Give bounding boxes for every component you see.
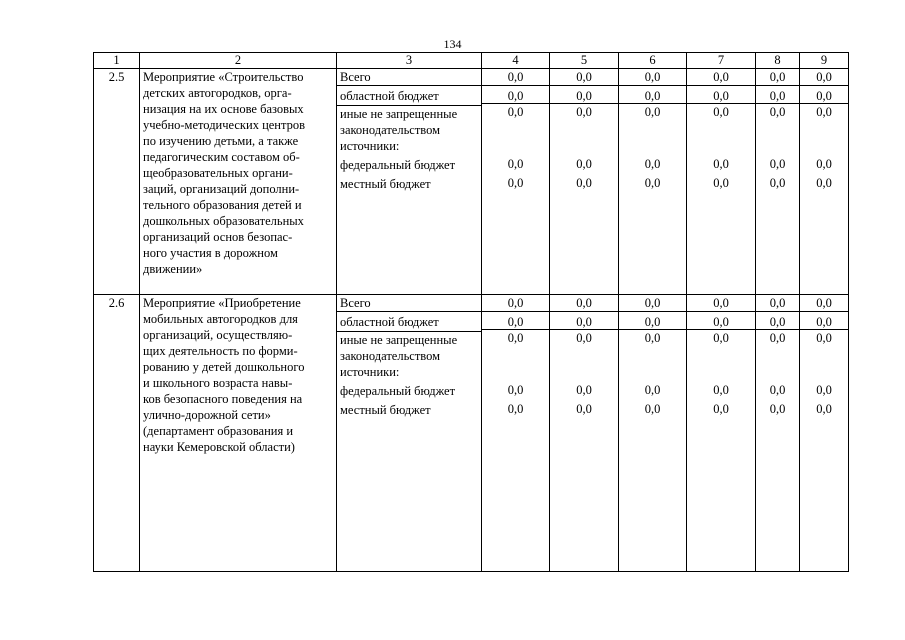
value-federal: 0,0 [576, 157, 592, 171]
value-local: 0,0 [713, 402, 729, 416]
value-regional: 0,0 [482, 312, 549, 330]
value-local: 0,0 [507, 402, 524, 416]
value-regional: 0,0 [482, 86, 549, 104]
value-total: 0,0 [482, 295, 549, 312]
value-total: 0,0 [800, 69, 848, 86]
value-cell [619, 295, 687, 572]
value-local: 0,0 [576, 176, 592, 190]
value-local: 0,0 [576, 402, 592, 416]
value-total: 0,0 [619, 295, 686, 312]
value-other: 0,0 [816, 331, 832, 345]
source-local: местный бюджет [340, 403, 431, 417]
value-regional: 0,0 [756, 312, 799, 330]
value-other: 0,0 [713, 105, 729, 119]
col-header: 9 [800, 53, 849, 69]
source-other-2: законодательством [340, 349, 441, 363]
description-line: организаций основ безопас- [143, 230, 293, 244]
source-other-2: законодательством [340, 123, 441, 137]
value-federal: 0,0 [507, 383, 524, 397]
table-row [94, 69, 849, 295]
value-regional: 0,0 [550, 86, 618, 104]
description-line: науки Кемеровской области) [143, 440, 295, 454]
source-other-1: иные не запрещенные [340, 107, 458, 121]
value-total: 0,0 [482, 69, 549, 86]
value-cell [756, 295, 800, 572]
value-local: 0,0 [816, 176, 832, 190]
description-line: тельного образования детей и [143, 198, 302, 212]
value-other: 0,0 [644, 105, 661, 119]
value-other: 0,0 [644, 331, 661, 345]
col-header: 2 [140, 53, 337, 69]
row-number: 2.6 [94, 295, 140, 572]
value-total: 0,0 [687, 295, 755, 312]
description-line: Мероприятие «Приобретение [143, 296, 301, 310]
description-line: низация на их основе базовых [143, 102, 304, 116]
description-line: (департамент образования и [143, 424, 294, 438]
value-federal: 0,0 [713, 383, 729, 397]
value-total: 0,0 [756, 295, 799, 312]
source-total: Всего [337, 69, 481, 86]
value-cell [550, 295, 619, 572]
value-local: 0,0 [644, 402, 661, 416]
value-federal: 0,0 [816, 383, 832, 397]
source-regional: областной бюджет [337, 312, 481, 332]
value-other: 0,0 [576, 105, 592, 119]
col-header: 8 [756, 53, 800, 69]
value-regional: 0,0 [687, 312, 755, 330]
description-line: рованию у детей дошкольного [143, 360, 305, 374]
description-line: Мероприятие «Строительство [143, 70, 304, 84]
value-other: 0,0 [713, 331, 729, 345]
description-line: и школьного возраста навы- [143, 376, 293, 390]
value-cell [756, 69, 800, 295]
description-line: дошкольных образовательных [143, 214, 304, 228]
value-total: 0,0 [619, 69, 686, 86]
table-row [94, 295, 849, 572]
value-local: 0,0 [713, 176, 729, 190]
measure-description [140, 295, 337, 572]
value-federal: 0,0 [644, 383, 661, 397]
value-total: 0,0 [800, 295, 848, 312]
description-line: по изучению детьми, а также [143, 134, 299, 148]
value-federal: 0,0 [769, 157, 786, 171]
value-other: 0,0 [507, 331, 524, 345]
value-cell [550, 69, 619, 295]
value-total: 0,0 [687, 69, 755, 86]
value-cell [800, 295, 849, 572]
source-other-3: источники: [340, 365, 400, 379]
value-federal: 0,0 [816, 157, 832, 171]
value-local: 0,0 [816, 402, 832, 416]
col-header: 4 [482, 53, 550, 69]
col-header: 7 [687, 53, 756, 69]
col-header: 6 [619, 53, 687, 69]
value-regional: 0,0 [687, 86, 755, 104]
value-other: 0,0 [816, 105, 832, 119]
value-cell [482, 69, 550, 295]
description-line: детских автогородков, орга- [143, 86, 292, 100]
value-regional: 0,0 [619, 312, 686, 330]
source-total: Всего [337, 295, 481, 312]
source-federal: федеральный бюджет [340, 384, 456, 398]
source-federal: федеральный бюджет [340, 158, 456, 172]
value-other: 0,0 [576, 331, 592, 345]
value-local: 0,0 [507, 176, 524, 190]
value-federal: 0,0 [713, 157, 729, 171]
value-local: 0,0 [769, 176, 786, 190]
funding-sources [337, 69, 482, 295]
description-line: щеобразовательных органи- [143, 166, 293, 180]
description-line: движении» [143, 262, 203, 276]
description-line: ков безопасного поведения на [143, 392, 303, 406]
value-cell [687, 69, 756, 295]
value-regional: 0,0 [800, 312, 848, 330]
page-number: 134 [443, 37, 462, 51]
value-regional: 0,0 [550, 312, 618, 330]
value-local: 0,0 [644, 176, 661, 190]
value-regional: 0,0 [800, 86, 848, 104]
description-line: заций, организаций дополни- [143, 182, 300, 196]
description-line: педагогическим составом об- [143, 150, 300, 164]
description-line: учебно-методических центров [143, 118, 306, 132]
value-regional: 0,0 [756, 86, 799, 104]
col-header: 3 [337, 53, 482, 69]
value-local: 0,0 [769, 402, 786, 416]
value-other: 0,0 [507, 105, 524, 119]
value-other: 0,0 [769, 331, 786, 345]
value-cell [482, 295, 550, 572]
col-header: 1 [94, 53, 140, 69]
source-other-3: источники: [340, 139, 400, 153]
value-other: 0,0 [769, 105, 786, 119]
value-regional: 0,0 [619, 86, 686, 104]
value-cell [800, 69, 849, 295]
source-other-1: иные не запрещенные [340, 333, 458, 347]
row-number: 2.5 [94, 69, 140, 295]
value-total: 0,0 [756, 69, 799, 86]
col-header: 5 [550, 53, 619, 69]
description-line: мобильных автогородков для [143, 312, 298, 326]
value-total: 0,0 [550, 295, 618, 312]
value-total: 0,0 [550, 69, 618, 86]
description-line: улично-дорожной сети» [143, 408, 271, 422]
value-federal: 0,0 [644, 157, 661, 171]
header-row [94, 53, 849, 69]
value-cell [619, 69, 687, 295]
funding-sources [337, 295, 482, 572]
value-cell [687, 295, 756, 572]
budget-table [93, 52, 849, 572]
description-line: организаций, осуществляю- [143, 328, 293, 342]
measure-description [140, 69, 337, 295]
description-line: щих деятельность по форми- [143, 344, 298, 358]
description-line: ного участия в дорожном [143, 246, 278, 260]
value-federal: 0,0 [507, 157, 524, 171]
value-federal: 0,0 [576, 383, 592, 397]
source-regional: областной бюджет [337, 86, 481, 106]
value-federal: 0,0 [769, 383, 786, 397]
source-local: местный бюджет [340, 177, 431, 191]
